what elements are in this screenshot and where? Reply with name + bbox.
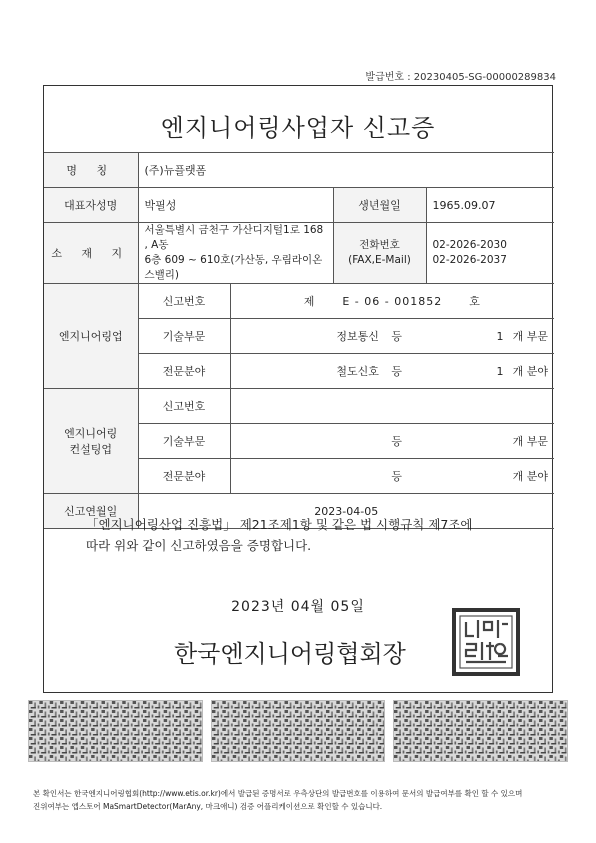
birth-label: 생년월일 (333, 188, 426, 223)
eng-tech-value (230, 319, 554, 354)
eng-tech-grade: 등 (391, 330, 403, 343)
birth-date: 1965.09.07 (426, 188, 554, 223)
cons-spec-unit: 개 분야 (512, 470, 549, 483)
cons-spec-grade: 등 (391, 470, 403, 483)
eng-reg-value (230, 284, 554, 319)
statement-line-1: 「엔지니어링산업 진흥법」 제21조제1항 및 같은 법 시행규칙 제7조에 (86, 517, 473, 532)
eng-tech-field: 정보통신 (336, 330, 379, 343)
phone-1: 02-2026-2030 (432, 239, 507, 251)
eng-tech-count: 1 (496, 329, 504, 343)
verification-barcodes (28, 700, 568, 762)
barcode-1 (28, 700, 203, 762)
association-name: 한국엔지니어링협회장 (174, 640, 406, 668)
address-line-1: 서울특별시 금천구 가산디지털1로 168 , A동 (144, 224, 324, 251)
company-name: (주)뉴플랫폼 (138, 153, 554, 188)
name-label: 명 칭 (44, 153, 138, 188)
cons-reg-value (230, 389, 554, 424)
cons-reg-row (44, 389, 554, 424)
cons-tech-label: 기술부문 (138, 424, 230, 459)
cons-tech-grade: 등 (391, 435, 403, 448)
phone-label-line-2: (FAX,E-Mail) (348, 254, 411, 266)
eng-spec-value (230, 354, 554, 389)
report-date-label: 신고연월일 (44, 494, 138, 529)
rep-name: 박필성 (138, 188, 333, 223)
footer-line-1: 본 확인서는 한국엔지니어링협회(http://www.etis.or.kr)에서 발급된 증명서로 우측상단의 발급번호를 이용하여 문서의 발급여부를 확인 할 수 있으며 (33, 789, 523, 798)
verification-footer (33, 787, 522, 813)
barcode-3 (393, 700, 568, 762)
cons-reg-label: 신고번호 (138, 389, 230, 424)
eng-reg-row (44, 284, 554, 319)
phone-2: 02-2026-2037 (432, 254, 507, 266)
eng-spec-grade: 등 (391, 365, 403, 378)
statement-line-2: 따라 위와 같이 신고하였음을 증명합니다. (86, 538, 312, 553)
eng-tech-unit: 개 부문 (512, 330, 549, 343)
certificate-frame (43, 85, 553, 693)
rep-label: 대표자성명 (44, 188, 138, 223)
eng-reg-suffix: 호 (469, 295, 481, 308)
phone-numbers (426, 223, 554, 284)
cons-spec-value (230, 459, 554, 494)
address (138, 223, 333, 284)
info-table (44, 152, 554, 529)
consulting-label-line-1: 엔지니어링 (64, 427, 118, 440)
eng-reg-prefix: 제 (303, 295, 316, 308)
report-date-value: 2023-04-05 (138, 494, 554, 529)
issue-date: 2023년 04월 05일 (231, 599, 365, 615)
issue-number: 발급번호 : 20230405-SG-00000289834 (365, 72, 556, 83)
engineering-label: 엔지니어링업 (44, 284, 138, 389)
eng-reg-number: E - 06 - 001852 (342, 295, 443, 308)
representative-row (44, 188, 554, 223)
eng-spec-field: 철도신호 (336, 365, 379, 378)
consulting-label (44, 389, 138, 494)
eng-spec-label: 전문분야 (138, 354, 230, 389)
phone-label-line-1: 전화번호 (359, 239, 400, 251)
cons-spec-label: 전문분야 (138, 459, 230, 494)
official-seal-icon (452, 608, 520, 676)
eng-tech-label: 기술부문 (138, 319, 230, 354)
certificate-title: 엔지니어링사업자 신고증 (160, 114, 436, 142)
address-line-2: 6층 609 ~ 610호(가산동, 우림라이온스밸리) (144, 254, 323, 281)
name-row (44, 153, 554, 188)
phone-label (333, 223, 426, 284)
cons-tech-value (230, 424, 554, 459)
location-label: 소 재 지 (44, 223, 138, 284)
eng-spec-count: 1 (496, 364, 504, 378)
eng-spec-unit: 개 분야 (512, 365, 549, 378)
eng-reg-label: 신고번호 (138, 284, 230, 319)
cons-tech-unit: 개 부문 (512, 435, 549, 448)
barcode-2 (211, 700, 386, 762)
location-row (44, 223, 554, 284)
footer-line-2: 진위여부는 엡스토어 MaSmartDetector(MarAny, 마크애니) 검증 어플리케이션으로 확인할 수 있습니다. (33, 802, 383, 811)
statement (86, 514, 473, 556)
consulting-label-line-2: 컨설팅업 (69, 443, 112, 456)
